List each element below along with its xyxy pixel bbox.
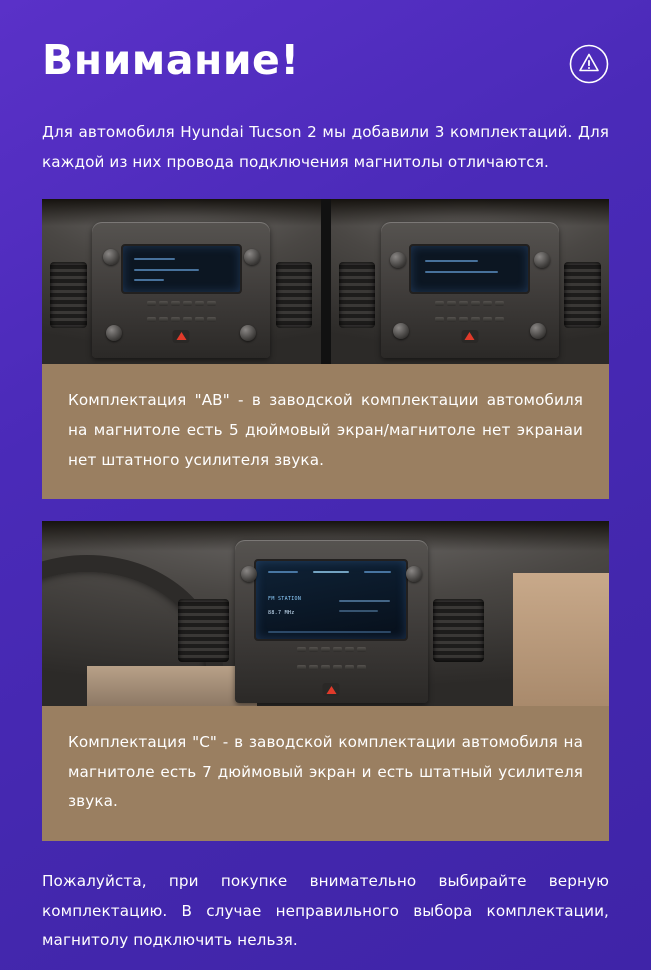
page-header [0, 0, 651, 84]
page-title: Внимание! [42, 36, 300, 85]
dashboard-photo-c [42, 521, 609, 706]
footer-note [0, 841, 651, 956]
variant-ab-block [42, 199, 609, 499]
screen-frequency-label: 88.7 MHz [268, 609, 295, 616]
intro-text: Для автомобиля Hyundai Tucson 2 мы добавили 3 комплектаций. Для каждой из них провода подключения магнитолы отличаются. [42, 123, 609, 171]
variant-c-block [42, 521, 609, 841]
dashboard-photo-ab-left [42, 199, 321, 364]
intro-paragraph [0, 84, 651, 177]
variant-ab-caption [42, 364, 609, 499]
footer-text: Пожалуйста, при покупке внимательно выбирайте верную комплектацию. В случае неправильного выбора комплектации, магнитолу подключить нельзя. [42, 872, 609, 950]
variant-c-caption [42, 706, 609, 841]
variant-ab-caption-text: Комплектация "AB" - в заводской комплектации автомобиля на магнитоле есть 5 дюймовый экран/магнитоле нет экранаи нет штатного усилителя звука. [68, 391, 583, 469]
variant-c-caption-text: Комплектация "C" - в заводской комплектации автомобиля на магнитоле есть 7 дюймовый экран и есть штатный усилителя звука. [68, 733, 583, 811]
variant-c-photo-row [42, 521, 609, 706]
variant-ab-photo-row [42, 199, 609, 364]
screen-fm-station-label: FM STATION [268, 596, 302, 603]
warning-triangle-icon [569, 44, 609, 84]
dashboard-photo-ab-right [331, 199, 610, 364]
